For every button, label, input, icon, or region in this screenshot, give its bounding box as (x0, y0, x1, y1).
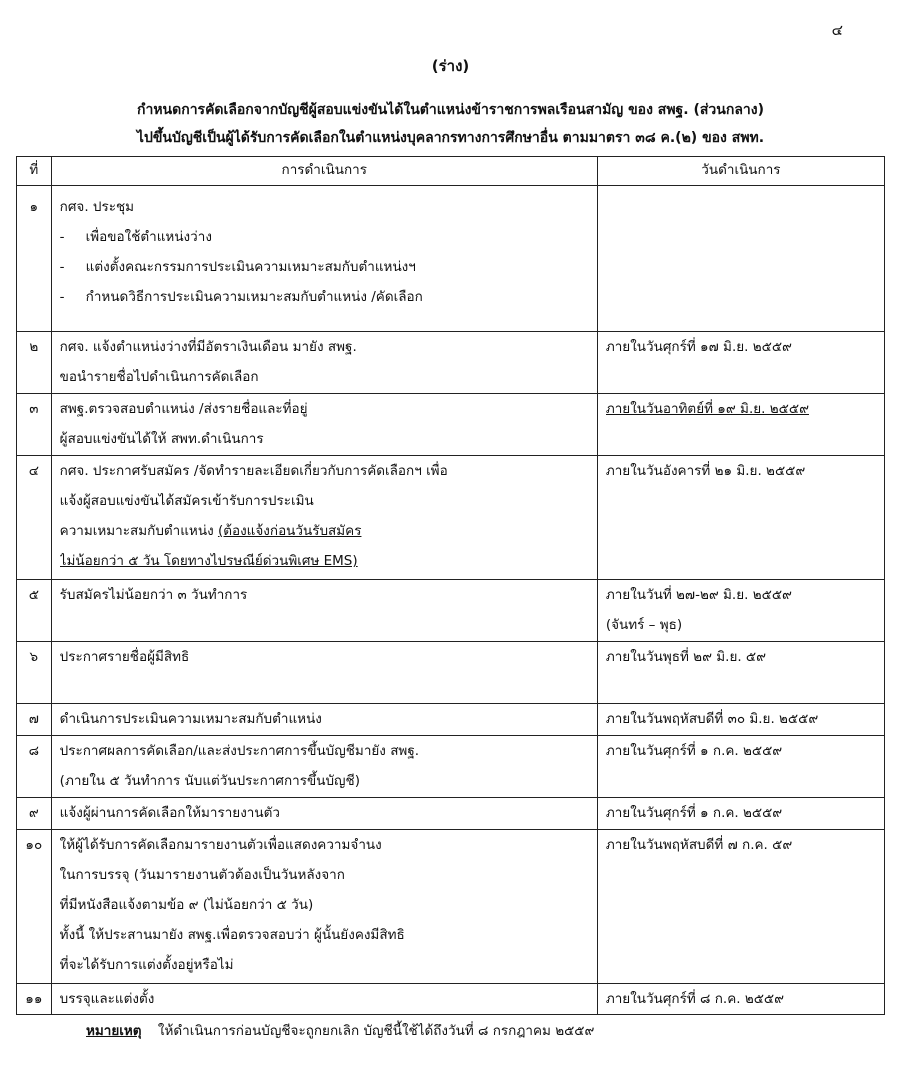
page-number: ๔ (831, 21, 843, 39)
row-number: ๑๑ (17, 984, 52, 1015)
footnote-text: ให้ดำเนินการก่อนบัญชีจะถูกยกเลิก บัญชีนี้ใช้ได้ถึงวันที่ ๘ กรกฎาคม ๒๕๕๙ (157, 1023, 595, 1039)
row-number: ๑๐ (17, 830, 52, 984)
date-cell: ภายในวันพฤหัสบดีที่ ๗ ก.ค. ๕๙ (597, 830, 884, 984)
action-cell: ดำเนินการประเมินความเหมาะสมกับตำแหน่ง (51, 704, 597, 736)
document-title (0, 96, 901, 152)
table-row (17, 394, 885, 456)
header-no: ที่ (17, 157, 52, 186)
footnote-label: หมายเหตุ (86, 1023, 142, 1039)
table-row (17, 580, 885, 642)
row-number: ๗ (17, 704, 52, 736)
action-cell: แจ้งผู้ผ่านการคัดเลือกให้มารายงานตัว (51, 798, 597, 830)
table-row (17, 704, 885, 736)
list-item: - กำหนดวิธีการประเมินความเหมาะสมกับตำแหน่ง /คัดเลือก (59, 289, 423, 305)
date-cell (597, 186, 884, 332)
schedule-table (16, 156, 885, 1015)
footnote (86, 1019, 594, 1041)
action-cell: กศจ. ประกาศรับสมัคร /จัดทำรายละเอียดเกี่ยวกับการคัดเลือกฯ เพื่อ แจ้งผู้สอบแข่งขันได้สมัครเข้ารับการประเมิน ความเหมาะสมกับตำแหน่ง (ต้องแจ้งก่อนวันรับสมัคร ไม่น้อยกว่า ๕ วัน โดยทางไปรษณีย์ด่วนพิเศษ EMS) (51, 456, 597, 580)
action-cell: สพฐ.ตรวจสอบตำแหน่ง /ส่งรายชื่อและที่อยู่ ผู้สอบแข่งขันได้ให้ สพท.ดำเนินการ (51, 394, 597, 456)
row-number: ๖ (17, 642, 52, 704)
date-cell: ภายในวันศุกร์ที่ ๘ ก.ค. ๒๕๕๙ (597, 984, 884, 1015)
table-row (17, 186, 885, 332)
row-number: ๘ (17, 736, 52, 798)
list-item: - แต่งตั้งคณะกรรมการประเมินความเหมาะสมกับตำแหน่งฯ (59, 259, 416, 275)
action-cell: ประกาศรายชื่อผู้มีสิทธิ (51, 642, 597, 704)
row-number: ๓ (17, 394, 52, 456)
table-row (17, 642, 885, 704)
date-cell: ภายในวันอาทิตย์ที่ ๑๙ มิ.ย. ๒๕๕๙ (597, 394, 884, 456)
date-cell: ภายในวันศุกร์ที่ ๑๗ มิ.ย. ๒๕๕๙ (597, 332, 884, 394)
draft-label: (ร่าง) (431, 57, 470, 75)
action-cell (51, 186, 597, 332)
action-cell: ให้ผู้ได้รับการคัดเลือกมารายงานตัวเพื่อแสดงความจำนง ในการบรรจุ (วันมารายงานตัวต้องเป็นวันหลังจาก ที่มีหนังสือแจ้งตามข้อ ๙ (ไม่น้อยกว่า ๕ วัน) ทั้งนี้ ให้ประสานมายัง สพฐ.เพื่อตรวจสอบว่า ผู้นั้นยังคงมีสิทธิ ที่จะได้รับการแต่งตั้งอยู่หรือไม่ (51, 830, 597, 984)
table-row (17, 798, 885, 830)
row-number: ๑ (17, 186, 52, 332)
date-cell: ภายในวันอังคารที่ ๒๑ มิ.ย. ๒๕๕๙ (597, 456, 884, 580)
header-action: การดำเนินการ (51, 157, 597, 186)
row-number: ๒ (17, 332, 52, 394)
list-item: - เพื่อขอใช้ตำแหน่งว่าง (59, 229, 212, 245)
table-row (17, 456, 885, 580)
action-cell: กศจ. แจ้งตำแหน่งว่างที่มีอัตราเงินเดือน มายัง สพฐ. ขอนำรายชื่อไปดำเนินการคัดเลือก (51, 332, 597, 394)
table-header-row (17, 157, 885, 186)
action-text: กศจ. ประชุม (59, 199, 135, 215)
action-cell: รับสมัครไม่น้อยกว่า ๓ วันทำการ (51, 580, 597, 642)
date-cell: ภายในวันพุธที่ ๒๙ มิ.ย. ๕๙ (597, 642, 884, 704)
date-cell: ภายในวันที่ ๒๗-๒๙ มิ.ย. ๒๕๕๙ (จันทร์ – พุธ) (597, 580, 884, 642)
action-cell: บรรจุและแต่งตั้ง (51, 984, 597, 1015)
title-line-2: ไปขึ้นบัญชีเป็นผู้ได้รับการคัดเลือกในตำแหน่งบุคลากรทางการศึกษาอื่น ตามมาตรา ๓๘ ค.(๒) ของ สพท. (136, 130, 765, 146)
header-date: วันดำเนินการ (597, 157, 884, 186)
title-line-1: กำหนดการคัดเลือกจากบัญชีผู้สอบแข่งขันได้ในตำแหน่งข้าราชการพลเรือนสามัญ ของ สพฐ. (ส่วนกลาง) (136, 102, 765, 118)
date-cell: ภายในวันศุกร์ที่ ๑ ก.ค. ๒๕๕๙ (597, 736, 884, 798)
table-row (17, 332, 885, 394)
action-cell: ประกาศผลการคัดเลือก/และส่งประกาศการขึ้นบัญชีมายัง สพฐ. (ภายใน ๕ วันทำการ นับแต่วันประกาศการขึ้นบัญชี) (51, 736, 597, 798)
row-number: ๔ (17, 456, 52, 580)
date-cell: ภายในวันพฤหัสบดีที่ ๓๐ มิ.ย. ๒๕๕๙ (597, 704, 884, 736)
table-row (17, 736, 885, 798)
table-row (17, 984, 885, 1015)
row-number: ๕ (17, 580, 52, 642)
table-row (17, 830, 885, 984)
date-cell: ภายในวันศุกร์ที่ ๑ ก.ค. ๒๕๕๙ (597, 798, 884, 830)
row-number: ๙ (17, 798, 52, 830)
